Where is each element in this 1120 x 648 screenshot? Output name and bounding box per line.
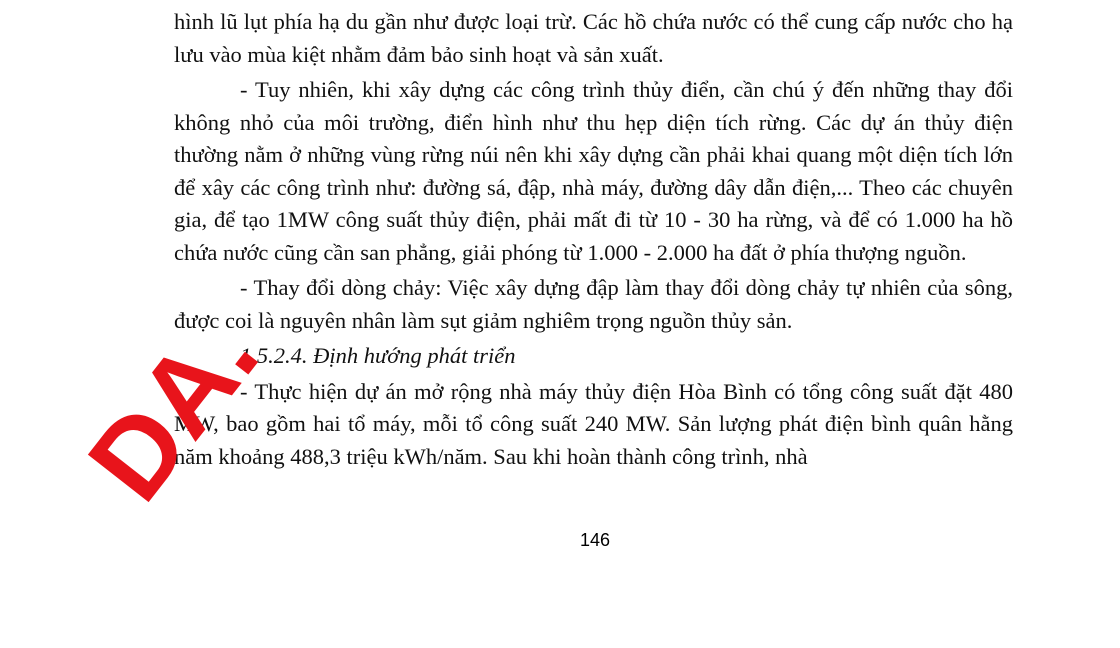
paragraph-flood-control: hình lũ lụt phía hạ du gần như được loại trừ. Các hồ chứa nước có thể cung cấp nước cho hạ lưu vào mùa kiệt nhằm đảm bảo sinh hoạt và sản xuất. xyxy=(174,9,1013,67)
document-body xyxy=(174,6,1013,476)
paragraph-development-plan: - Thực hiện dự án mở rộng nhà máy thủy điện Hòa Bình có tổng công suất đặt 480 MW, bao gồm hai tổ máy, mỗi tổ công suất 240 MW. Sản lượng phát điện bình quân hằng năm khoảng 488,3 triệu kWh/năm. Sau khi hoàn thành công trình, nhà xyxy=(174,378,1013,469)
paragraph-environment-impact: - Tuy nhiên, khi xây dựng các công trình thủy điển, cần chú ý đến những thay đổi không nhỏ của môi trường, điển hình như thu hẹp diện tích rừng. Các dự án thủy điện thường nằm ở những vùng rừng núi nên khi xây dựng cần phải khai quang một diện tích lớn để xây các công trình như: đường sá, đập, nhà máy, đường dây dẫn điện,... Theo các chuyên gia, để tạo 1MW công suất thủy điện, phải mất đi từ 10 - 30 ha rừng, và để có 1.000 ha hồ chứa nước cũng cần san phẳng, giải phóng từ 1.000 - 2.000 ha đất ở phía thượng nguồn. xyxy=(174,77,1013,265)
watermark-text: DA. xyxy=(64,293,282,523)
page-number: 146 xyxy=(579,530,611,550)
section-heading: 1.5.2.4. Định hướng phát triển xyxy=(240,343,516,368)
paragraph-flow-change: - Thay đổi dòng chảy: Việc xây dựng đập làm thay đổi dòng chảy tự nhiên của sông, được coi là nguyên nhân làm sụt giảm nghiêm trọng nguồn thủy sản. xyxy=(174,275,1013,333)
